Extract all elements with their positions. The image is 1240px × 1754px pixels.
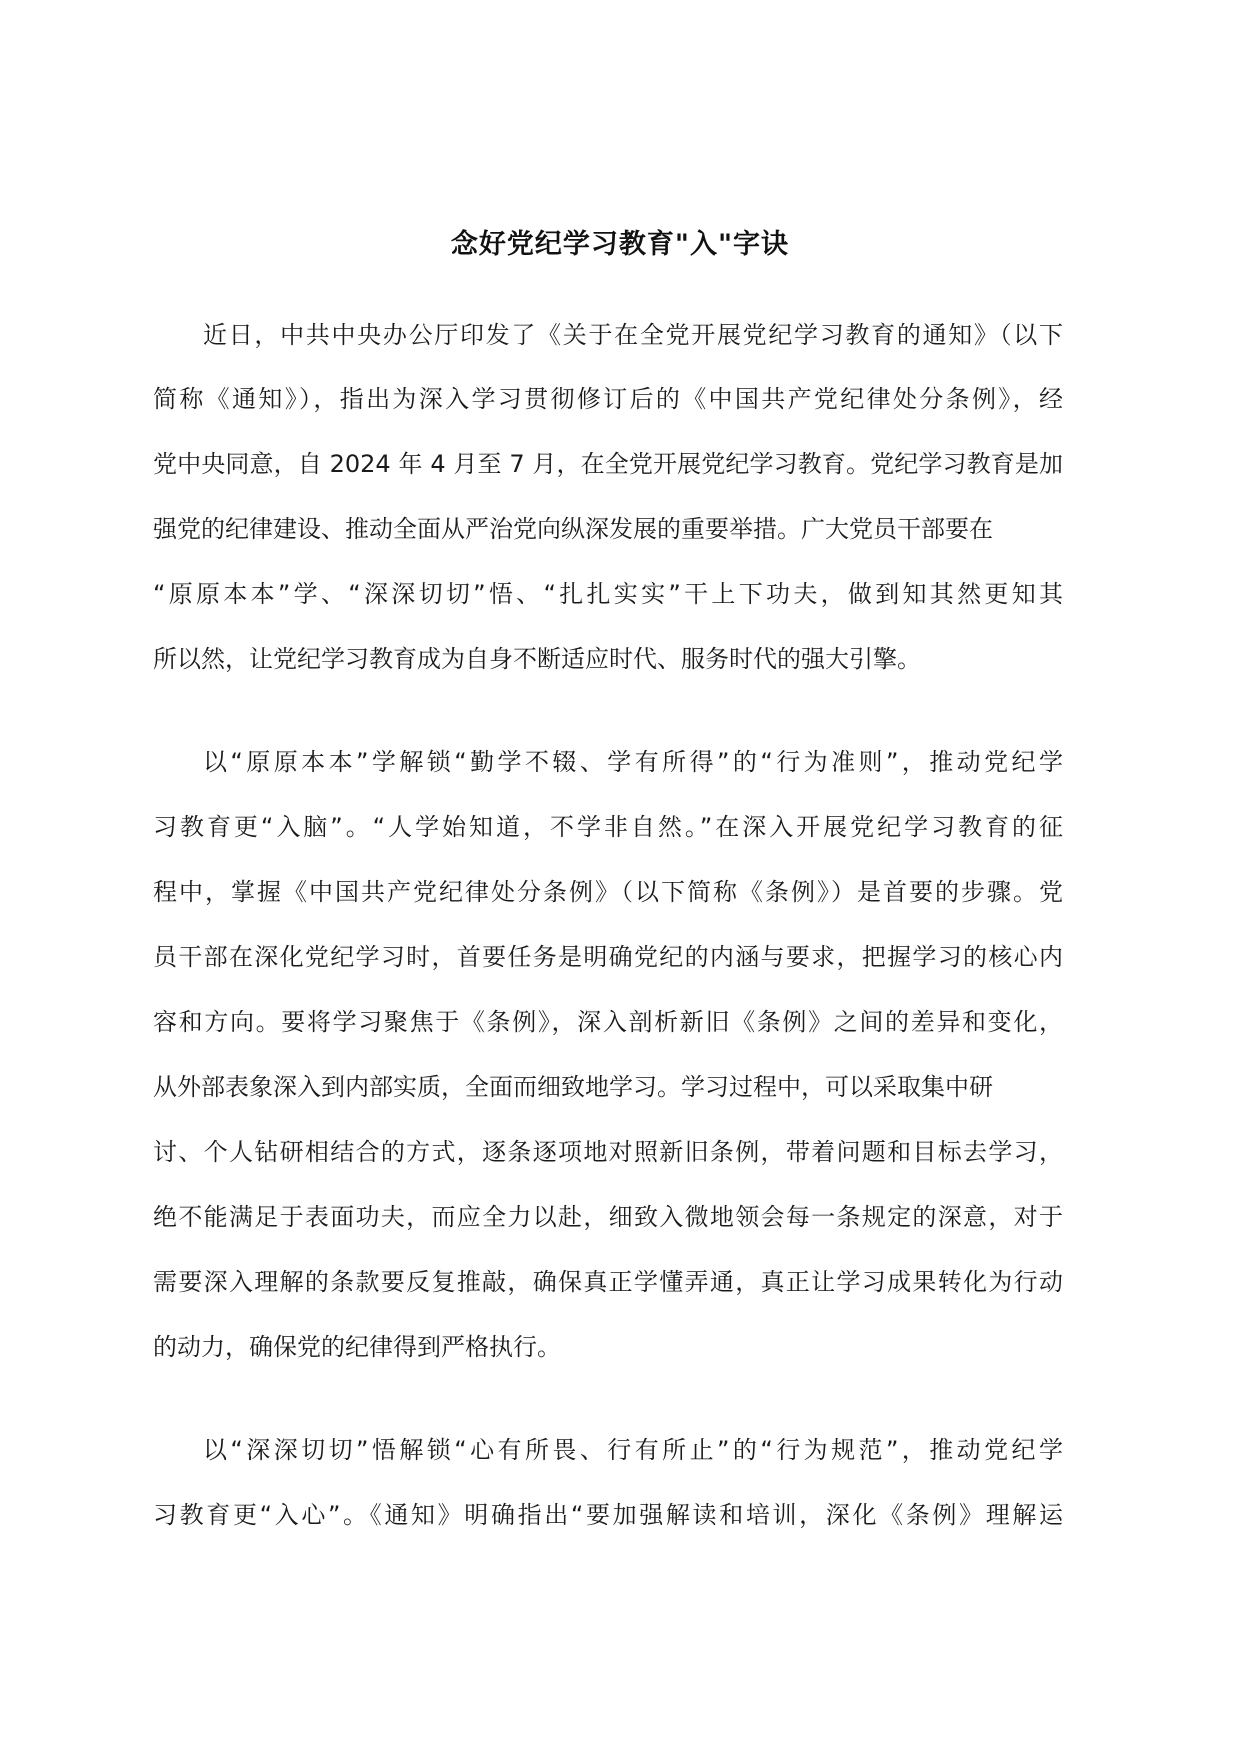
paragraph-line: 习教育更“入心”。《通知》明确指出“要加强解读和培训，深化《条例》理解运 bbox=[153, 1501, 1063, 1529]
paragraph-line: 容和方向。要将学习聚焦于《条例》，深入剖析新旧《条例》之间的差异和变化， bbox=[153, 1008, 1063, 1036]
paragraph-line: 以“深深切切”悟解锁“心有所畏、行有所止”的“行为规范”，推动党纪学 bbox=[203, 1436, 1063, 1464]
paragraph-line: 所以然，让党纪学习教育成为自身不断适应时代、服务时代的强大引擎。 bbox=[153, 645, 921, 673]
paragraph-line: 习教育更“入脑”。“人学始知道，不学非自然。”在深入开展党纪学习教育的征 bbox=[153, 813, 1063, 841]
paragraph-line: 强党的纪律建设、推动全面从严治党向纵深发展的重要举措。广大党员干部要在 bbox=[153, 515, 993, 543]
paragraph-line: 程中，掌握《中国共产党纪律处分条例》（以下简称《条例》）是首要的步骤。党 bbox=[153, 878, 1063, 906]
paragraph-line: 讨、个人钻研相结合的方式，逐条逐项地对照新旧条例，带着问题和目标去学习， bbox=[153, 1138, 1063, 1166]
paragraph-line: 简称《通知》），指出为深入学习贯彻修订后的《中国共产党纪律处分条例》，经 bbox=[153, 385, 1063, 413]
paragraph-line: “原原本本”学、“深深切切”悟、“扎扎实实”干上下功夫，做到知其然更知其 bbox=[153, 580, 1063, 608]
paragraph-line: 需要深入理解的条款要反复推敲，确保真正学懂弄通，真正让学习成果转化为行动 bbox=[153, 1268, 1063, 1296]
paragraph-line: 的动力，确保党的纪律得到严格执行。 bbox=[153, 1333, 561, 1361]
paragraph-line: 以“原原本本”学解锁“勤学不辍、学有所得”的“行为准则”，推动党纪学 bbox=[203, 748, 1063, 776]
paragraph-line: 近日，中共中央办公厅印发了《关于在全党开展党纪学习教育的通知》（以下 bbox=[203, 321, 1063, 349]
paragraph-line: 绝不能满足于表面功夫，而应全力以赴，细致入微地领会每一条规定的深意，对于 bbox=[153, 1203, 1063, 1231]
paragraph-line: 党中央同意，自 2024 年 4 月至 7 月，在全党开展党纪学习教育。党纪学习教育是加 bbox=[153, 450, 1063, 478]
paragraph-line: 员干部在深化党纪学习时，首要任务是明确党纪的内涵与要求，把握学习的核心内 bbox=[153, 943, 1063, 971]
paragraph-line: 从外部表象深入到内部实质，全面而细致地学习。学习过程中，可以采取集中研 bbox=[153, 1073, 993, 1101]
document-title: 念好党纪学习教育"入"字诀 bbox=[450, 229, 790, 260]
